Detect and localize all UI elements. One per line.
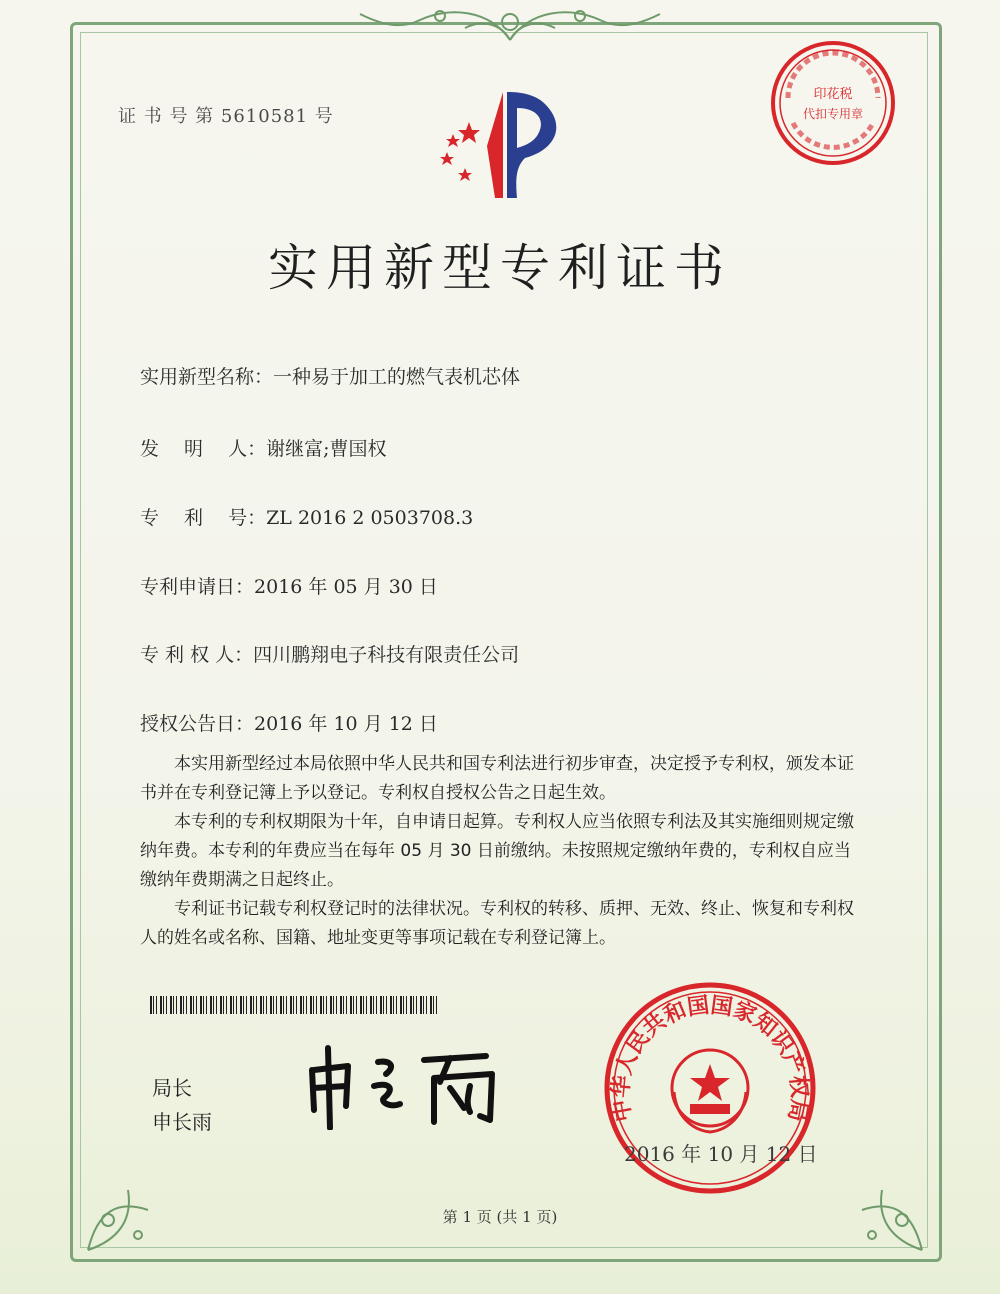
top-ornament <box>340 0 680 46</box>
body-paragraph: 专利证书记载专利权登记时的法律状况。专利权的转移、质押、无效、终止、恢复和专利权人的姓名或名称、国籍、地址变更等事项记载在专利登记簿上。 <box>140 899 854 948</box>
grant-date: 2016 年 10 月 12 日 <box>254 713 438 735</box>
corner-ornament-bottom-left <box>78 1140 198 1260</box>
patentee: 四川鹏翔电子科技有限责任公司 <box>253 644 520 666</box>
body-paragraph: 本专利的专利权期限为十年，自申请日起算。专利权人应当依照专利法及其实施细则规定缴纳年费。本专利的年费应当在每年 05 月 30 日前缴纳。未按照规定缴纳年费的，专利权自应当缴纳年费期满之日起终止。 <box>140 812 854 890</box>
director-name: 申长雨 <box>152 1110 212 1134</box>
field-label: 实用新型名称： <box>140 366 274 388</box>
filing-date-row <box>140 572 438 599</box>
seal-text: 中华人民共和国国家知识产权局 <box>608 993 812 1124</box>
certificate-title: 实用新型专利证书 <box>268 239 732 297</box>
tax-office-seal-icon <box>768 38 898 168</box>
field-label: 专 利 权 人： <box>140 644 254 666</box>
svg-text:印花税: 印花税 <box>813 87 853 102</box>
certificate-number: 证 书 号 第 5610581 号 <box>118 106 334 127</box>
page-footer: 第 1 页 (共 1 页) <box>442 1208 558 1226</box>
svg-text:代扣专用章: 代扣专用章 <box>802 107 864 121</box>
body-paragraph: 本实用新型经过本局依照中华人民共和国专利法进行初步审查，决定授予专利权，颁发本证书并在专利登记簿上予以登记。专利权自授权公告之日起生效。 <box>140 754 854 803</box>
certificate-body <box>140 750 860 953</box>
barcode-icon <box>150 996 440 1014</box>
patent-number-row <box>140 503 473 530</box>
filing-date: 2016 年 05 月 30 日 <box>254 576 438 598</box>
patent-office-logo-icon <box>425 86 575 206</box>
patentee-row <box>140 640 519 667</box>
utility-model-name: 一种易于加工的燃气表机芯体 <box>273 366 521 388</box>
inventors-row <box>140 434 387 461</box>
field-label: 专利申请日： <box>140 576 255 598</box>
field-label: 发 明 人： <box>140 438 267 460</box>
utility-model-name-row <box>140 362 520 389</box>
inventors: 谢继富;曹国权 <box>266 438 387 460</box>
field-label: 专 利 号： <box>140 507 267 529</box>
seal-date: 2016 年 10 月 12 日 <box>624 1142 818 1166</box>
patent-number: ZL 2016 2 0503708.3 <box>266 507 474 529</box>
grant-date-row <box>140 709 438 736</box>
field-label: 授权公告日： <box>140 713 255 735</box>
director-signature <box>300 1040 530 1130</box>
corner-ornament-bottom-right <box>812 1140 932 1260</box>
director-title: 局长 <box>152 1076 192 1100</box>
